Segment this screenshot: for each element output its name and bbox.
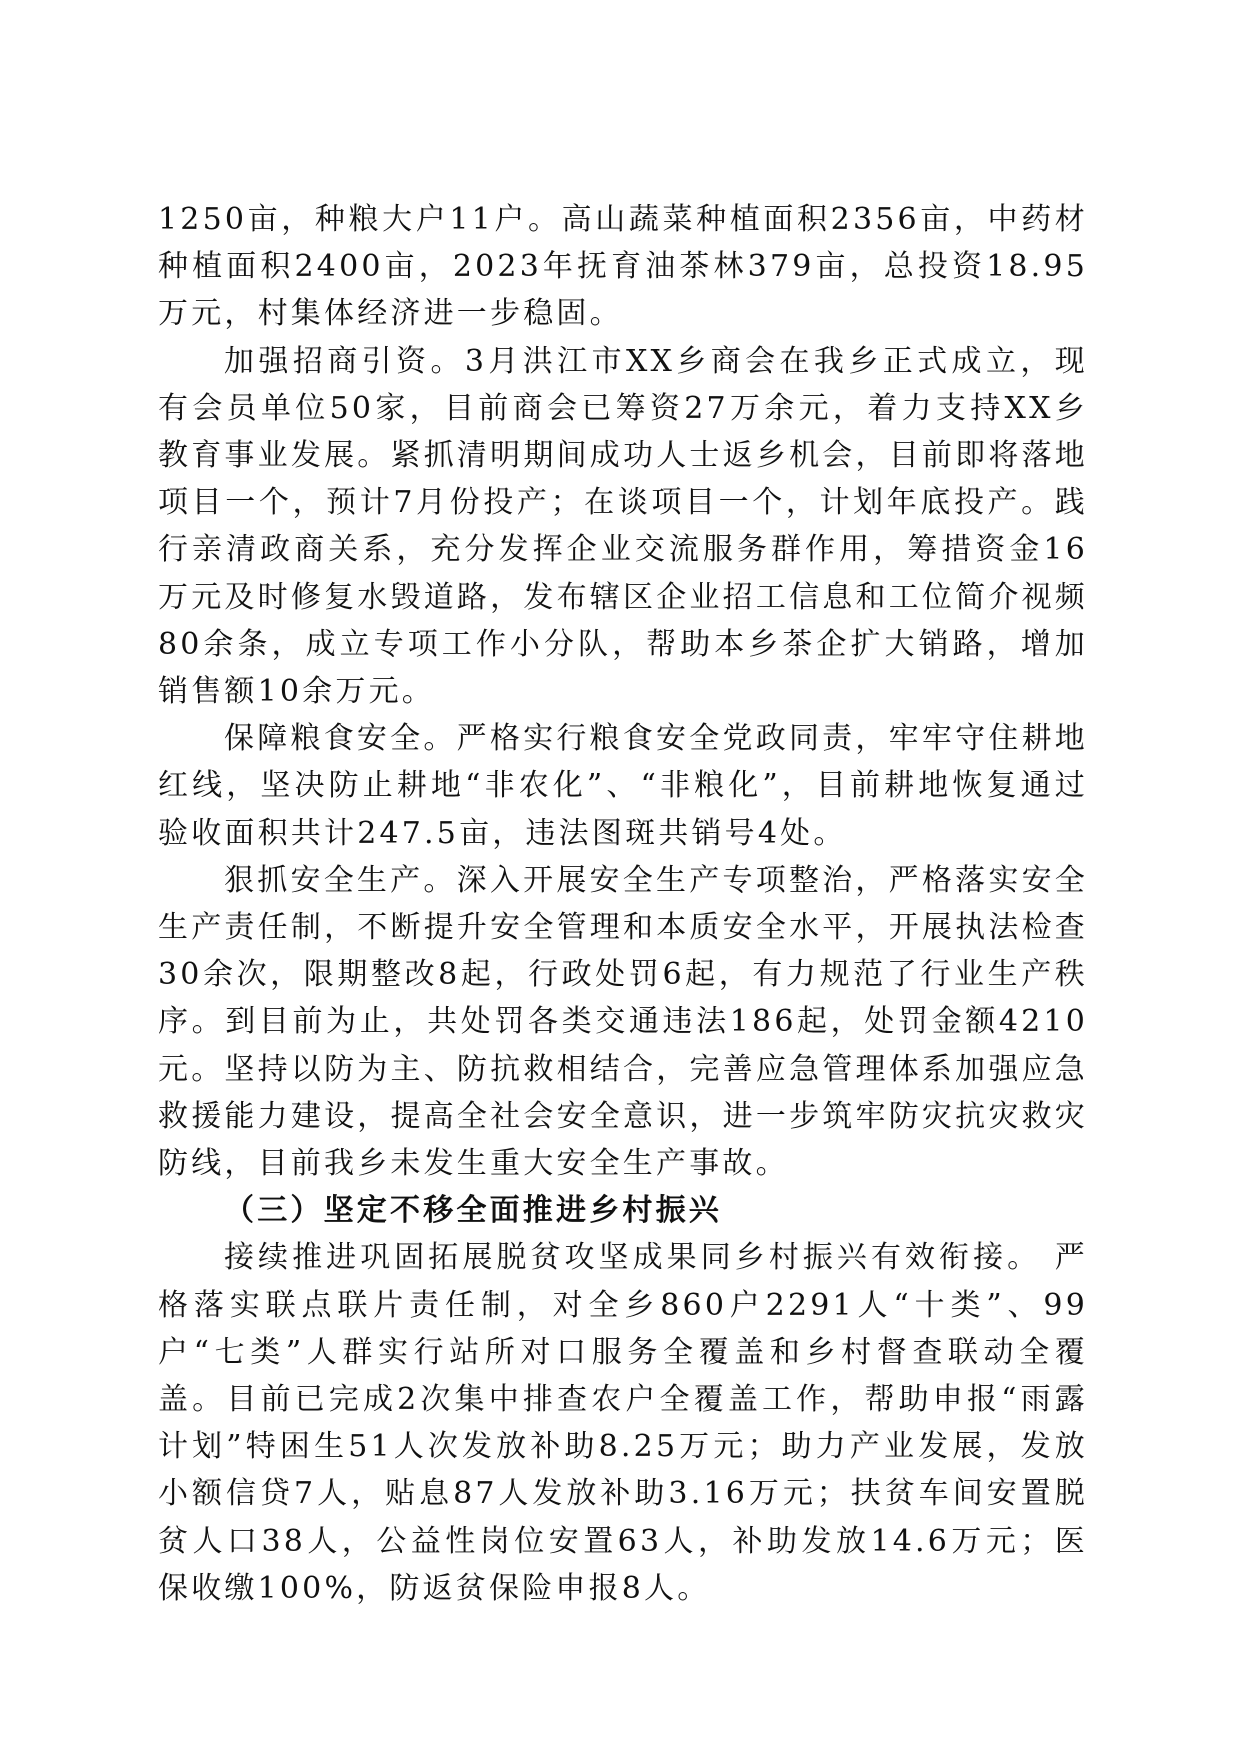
paragraph-continuation: 1250亩，种粮大户11户。高山蔬菜种植面积2356亩，中药材种植面积2400亩，2023年抚育油茶林379亩，总投资18.95万元，村集体经济进一步稳固。 (158, 202, 1088, 332)
paragraph-investment: 加强招商引资。3月洪江市XX乡商会在我乡正式成立，现有会员单位50家，目前商会已筹资27万余元，着力支持XX乡教育事业发展。紧抓清明期间成功人士返乡机会，目前即将落地项目一个，预计7月份投产；在谈项目一个，计划年底投产。践行亲清政商关系，充分发挥企业交流服务群作用，筹措资金16万元及时修复水毁道路，发布辖区企业招工信息和工位简介视频80余条，成立专项工作小分队，帮助本乡茶企扩大销路，增加销售额10余万元。 (158, 343, 1088, 710)
paragraph-safety-production: 狠抓安全生产。深入开展安全生产专项整治，严格落实安全生产责任制，不断提升安全管理和本质安全水平，开展执法检查30余次，限期整改8起，行政处罚6起，有力规范了行业生产秩序。到目前为止，共处罚各类交通违法186起，处罚金额4210元。坚持以防为主、防抗救相结合，完善应急管理体系加强应急救援能力建设，提高全社会安全意识，进一步筑牢防灾抗灾救灾防线，目前我乡未发生重大安全生产事故。 (158, 862, 1088, 1182)
paragraph-food-security: 保障粮食安全。严格实行粮食安全党政同责，牢牢守住耕地红线，坚决防止耕地“非农化”、“非粮化”，目前耕地恢复通过验收面积共计247.5亩，违法图斑共销号4处。 (158, 721, 1088, 851)
paragraph-rural-revitalization: 接续推进巩固拓展脱贫攻坚成果同乡村振兴有效衔接。 严格落实联点联片责任制，对全乡860户2291人“十类”、99户“七类”人群实行站所对口服务全覆盖和乡村督查联动全覆盖。目前已完成2次集中排查农户全覆盖工作，帮助申报“雨露计划”特困生51人次发放补助8.25万元；助力产业发展，发放小额信贷7人，贴息87人发放补助3.16万元；扶贫车间安置脱贫人口38人，公益性岗位安置63人，补助发放14.6万元；医保收缴100%，防返贫保险申报8人。 (158, 1240, 1088, 1606)
section-heading: （三）坚定不移全面推进乡村振兴 (224, 1193, 722, 1229)
document-page (158, 196, 1088, 1612)
